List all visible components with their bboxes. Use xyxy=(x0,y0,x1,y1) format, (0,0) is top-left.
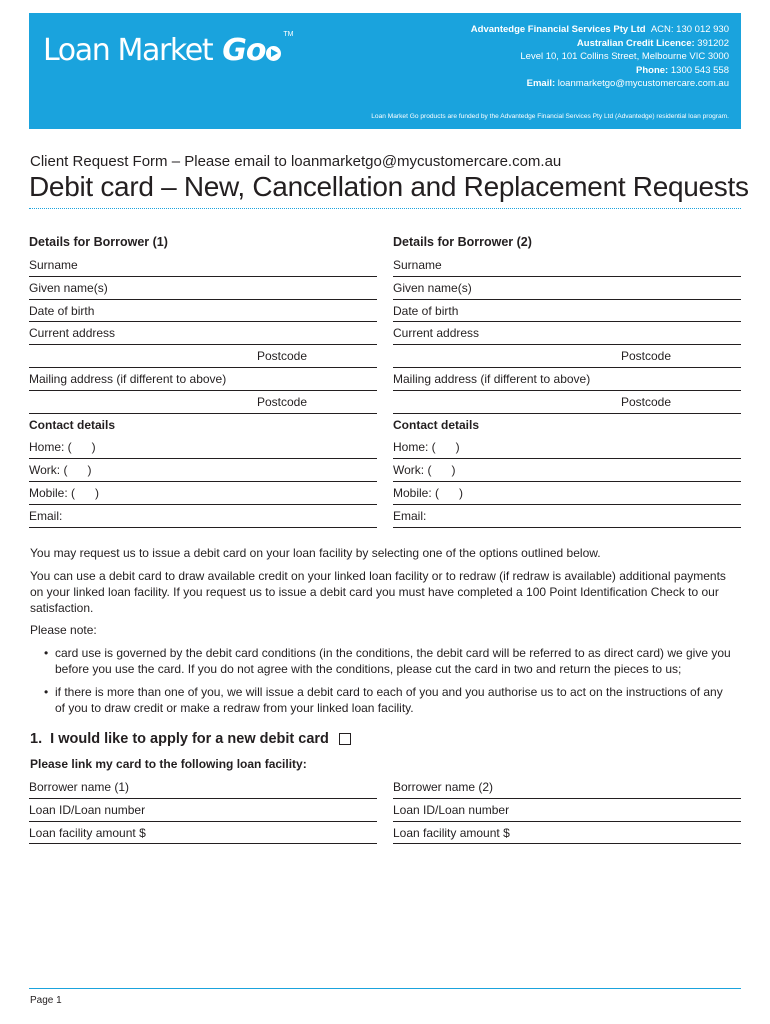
header-banner xyxy=(29,13,741,129)
work-phone-label: Work: ( ) xyxy=(29,463,92,478)
borrower-name-label: Borrower name (2) xyxy=(393,780,494,794)
phone-label: Phone: xyxy=(636,64,669,76)
surname-label: Surname xyxy=(29,258,78,272)
given-names-field[interactable] xyxy=(393,277,741,300)
mailing-address-label: Mailing address (if different to above) xyxy=(29,371,227,386)
given-names-label: Given name(s) xyxy=(393,280,472,295)
bullet-icon: • xyxy=(44,685,49,699)
dob-label: Date of birth xyxy=(393,303,459,318)
loan-amount-field[interactable] xyxy=(393,822,741,845)
work-phone-field[interactable] xyxy=(393,459,741,482)
email-label: Email: xyxy=(526,78,556,89)
play-arrow-icon xyxy=(266,46,281,61)
section-1-heading xyxy=(30,731,351,747)
email-address[interactable]: loanmarketgo@mycustomercare.com.au xyxy=(557,78,729,89)
postcode-field[interactable] xyxy=(393,345,741,368)
section-1-subheading: Please link my card to the following loan facility: xyxy=(30,757,307,771)
borrower-2-details xyxy=(393,231,741,528)
borrower-heading: Details for Borrower (2) xyxy=(393,235,532,249)
new-card-checkbox[interactable] xyxy=(339,733,351,745)
logo-main-text: Loan Market xyxy=(43,33,213,68)
company-name: Advantedge Financial Services Pty Ltd xyxy=(470,24,646,35)
mobile-phone-label: Mobile: ( ) xyxy=(29,485,100,500)
mobile-phone-field[interactable] xyxy=(29,482,377,505)
postcode-field[interactable] xyxy=(29,345,377,368)
loan-amount-field[interactable] xyxy=(29,822,377,845)
surname-field[interactable] xyxy=(29,254,377,277)
section-1-title: 1. I would like to apply for a new debit card xyxy=(30,731,329,747)
borrower-name-label: Borrower name (1) xyxy=(29,780,130,794)
contact-heading-text: Contact details xyxy=(393,417,480,432)
mobile-phone-field[interactable] xyxy=(393,482,741,505)
email-field-label: Email: xyxy=(393,508,427,523)
email-field[interactable] xyxy=(393,505,741,528)
given-names-field[interactable] xyxy=(29,277,377,300)
dob-label: Date of birth xyxy=(29,303,95,318)
mailing-address-field[interactable] xyxy=(29,368,377,391)
current-address-label: Current address xyxy=(29,326,116,341)
logo-go-text: Go xyxy=(222,33,266,68)
bullet-text: if there is more than one of you, we will issue a debit card to each of you and you authorise us to act on the instructions of any of you to draw credit or make a redraw from your linked loan facility. xyxy=(55,685,723,715)
company-acn: ACN: 130 012 930 xyxy=(650,24,729,35)
surname-label: Surname xyxy=(393,258,442,272)
loan-id-label: Loan ID/Loan number xyxy=(29,802,146,817)
title-divider xyxy=(29,208,741,209)
intro-paragraph-2: You can use a debit card to draw available credit on your linked loan facility or to redraw (if redraw is available) additional payments on your linked loan facility. If you request us to issue a debit card you must have completed a 100 Point Identification Check to our satisfaction. xyxy=(30,569,726,615)
borrower-1-details xyxy=(29,231,377,528)
footer-divider xyxy=(29,988,741,989)
company-address: Level 10, 101 Collins Street, Melbourne VIC 3000 xyxy=(520,51,729,62)
home-phone-field[interactable] xyxy=(29,436,377,459)
dob-field[interactable] xyxy=(393,300,741,323)
company-details xyxy=(471,23,729,91)
loan-amount-label: Loan facility amount $ xyxy=(29,825,146,840)
bullet-item-2 xyxy=(44,684,734,716)
please-note: Please note: xyxy=(30,623,97,637)
loan-amount-label: Loan facility amount $ xyxy=(393,825,510,840)
intro-paragraph-1: You may request us to issue a debit card on your loan facility by selecting one of the options outlined below. xyxy=(30,546,601,560)
mailing-address-label: Mailing address (if different to above) xyxy=(393,371,591,386)
work-phone-field[interactable] xyxy=(29,459,377,482)
home-phone-label: Home: ( ) xyxy=(393,440,460,455)
trademark-mark: TM xyxy=(283,31,294,38)
loan-id-label: Loan ID/Loan number xyxy=(393,802,510,817)
borrower-name-2-field[interactable] xyxy=(393,776,741,799)
postcode-label: Postcode xyxy=(256,349,307,364)
contact-heading-text: Contact details xyxy=(29,417,116,432)
loan-id-field[interactable] xyxy=(393,799,741,822)
borrower-heading: Details for Borrower (1) xyxy=(29,235,168,249)
loan-id-field[interactable] xyxy=(29,799,377,822)
current-address-label: Current address xyxy=(393,326,480,341)
section-1-left xyxy=(29,776,377,844)
licence-label: Australian Credit Licence: xyxy=(576,37,695,49)
current-address-field[interactable] xyxy=(29,322,377,345)
contact-details-heading xyxy=(393,414,741,437)
form-subtitle: Client Request Form – Please email to loanmarketgo@mycustomercare.com.au xyxy=(30,153,562,170)
mailing-postcode-label: Postcode xyxy=(256,394,307,409)
funded-note: Loan Market Go products are funded by the Advantedge Financial Services Pty Ltd (Advantedge) residential loan program. xyxy=(371,113,729,120)
page-number: Page 1 xyxy=(30,995,62,1006)
work-phone-label: Work: ( ) xyxy=(393,463,456,478)
given-names-label: Given name(s) xyxy=(29,280,108,295)
home-phone-label: Home: ( ) xyxy=(29,440,96,455)
licence-number: 391202 xyxy=(697,37,729,49)
mailing-address-field[interactable] xyxy=(393,368,741,391)
dob-field[interactable] xyxy=(29,300,377,323)
loan-market-go-logo xyxy=(43,31,294,68)
bullet-text: card use is governed by the debit card conditions (in the conditions, the debit card will be referred to as direct card) we give you before you use the card. If you do not agree with the conditions, please cut the card in two and return the pieces to us; xyxy=(55,646,731,676)
mailing-postcode-label: Postcode xyxy=(620,394,671,409)
phone-number: 1300 543 558 xyxy=(670,64,729,76)
contact-details-heading xyxy=(29,414,377,437)
email-field-label: Email: xyxy=(29,508,63,523)
mobile-phone-label: Mobile: ( ) xyxy=(393,485,464,500)
postcode-label: Postcode xyxy=(620,349,671,364)
surname-field[interactable] xyxy=(393,254,741,277)
bullet-item-1 xyxy=(44,645,734,677)
mailing-postcode-field[interactable] xyxy=(29,391,377,414)
home-phone-field[interactable] xyxy=(393,436,741,459)
form-title: Debit card – New, Cancellation and Replacement Requests xyxy=(29,171,749,202)
borrower-name-1-field[interactable] xyxy=(29,776,377,799)
email-field[interactable] xyxy=(29,505,377,528)
current-address-field[interactable] xyxy=(393,322,741,345)
bullet-icon: • xyxy=(44,646,49,660)
mailing-postcode-field[interactable] xyxy=(393,391,741,414)
section-1-right xyxy=(393,776,741,844)
